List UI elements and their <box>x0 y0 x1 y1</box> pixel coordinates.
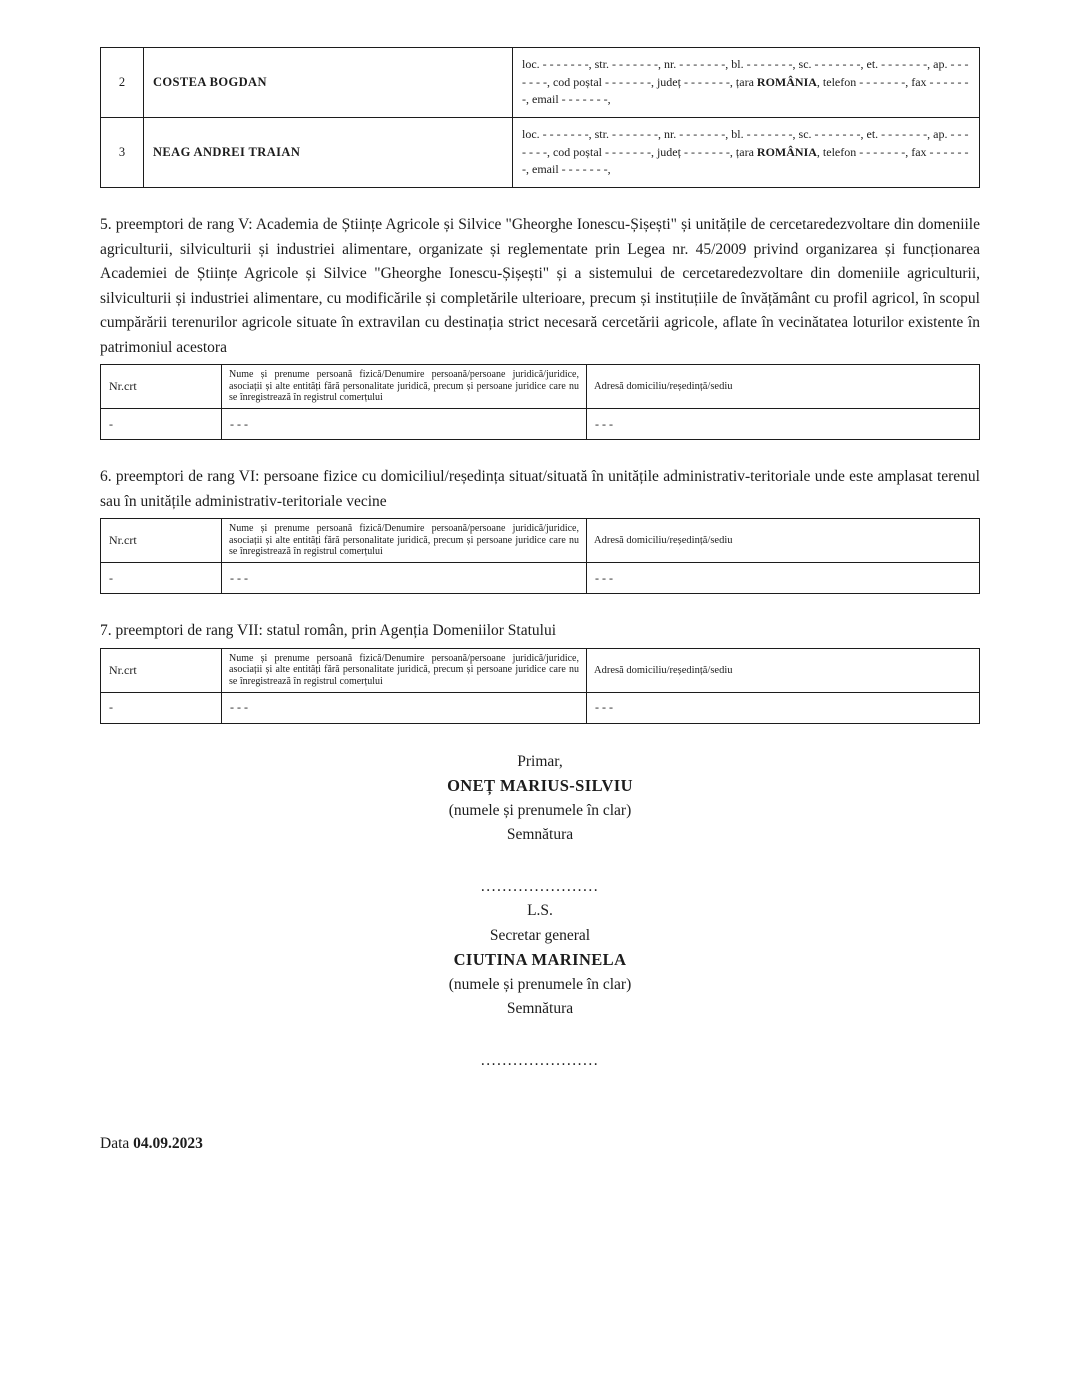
date-value: 04.09.2023 <box>133 1135 203 1152</box>
paragraph-rank-vi: 6. preemptori de rang VI: persoane fizice cu domiciliul/reședința situat/situată în unitățile administrativ-teritoriale unde este amplasat terenul sau în unitățile administrativ-teritoriale vecine <box>100 468 980 510</box>
table-row <box>101 563 980 594</box>
table-row <box>101 409 980 440</box>
cell-name: - - - <box>222 692 587 723</box>
mayor-name: ONEȚ MARIUS-SILVIU <box>447 776 633 795</box>
header-address: Adresă domiciliu/reședință/sediu <box>587 365 980 409</box>
header-name: Nume și prenume persoană fizică/Denumire persoană/persoane juridică/juridice, asociații și alte entități fără personalitate juridică, precum și persoane juridice care nu se înregistrează în registrul comerțului <box>222 365 587 409</box>
secretary-title: Secretar general <box>489 926 591 944</box>
address-country-text: ROMÂNIA <box>756 144 817 159</box>
paragraph-rank-vii: 7. preemptori de rang VII: statul român, prin Agenția Domeniilor Statului <box>100 622 557 639</box>
secretary-name-note: (numele și prenumele în clar) <box>448 975 632 993</box>
document-content <box>100 0 980 1153</box>
table-row <box>101 118 980 188</box>
row-number-cell: 3 <box>101 118 144 188</box>
preemptors-continuation-table <box>100 47 980 188</box>
date-label: Data <box>100 1135 130 1152</box>
mayor-name-note: (numele și prenumele în clar) <box>448 801 632 819</box>
date-line <box>100 1135 980 1153</box>
person-address-cell <box>513 118 980 188</box>
mayor-signature-label: Semnătura <box>506 826 574 843</box>
cell-nr: - <box>101 409 222 440</box>
ls-seal-label: L.S. <box>527 902 553 919</box>
mayor-signature-dots: ...................... <box>480 877 600 895</box>
cell-name: - - - <box>222 409 587 440</box>
cell-address: - - - <box>587 563 980 594</box>
cell-nr: - <box>101 692 222 723</box>
header-nr-crt: Nr.crt <box>101 519 222 563</box>
row-number-cell: 2 <box>101 48 144 118</box>
table-row <box>101 48 980 118</box>
address-after-text: , telefon - - - - - - -, fax - - - - - - -, email - - - - - - -, <box>522 144 969 177</box>
table-header-row <box>101 365 980 409</box>
cell-address: - - - <box>587 692 980 723</box>
table-header-row <box>101 519 980 563</box>
preemptors-rank-v-table <box>100 364 980 440</box>
address-after-text: , telefon - - - - - - -, fax - - - - - - -, email - - - - - - -, <box>522 74 969 107</box>
header-nr-crt: Nr.crt <box>101 648 222 692</box>
secretary-signature-dots: ...................... <box>480 1051 600 1069</box>
address-before-text: loc. - - - - - - -, str. - - - - - - -, nr. - - - - - - -, bl. - - - - - - -, sc. - - - - - - -, et. - - - - - - -, ap. - - - - - - -, cod poștal - - - - - - -, județ - - - - - - -, țara <box>522 127 969 159</box>
preemptors-rank-vi-table <box>100 518 980 594</box>
cell-address: - - - <box>587 409 980 440</box>
header-address: Adresă domiciliu/reședință/sediu <box>587 648 980 692</box>
paragraph-rank-v: 5. preemptori de rang V: Academia de Științe Agricole și Silvice "Gheorghe Ionescu-Șișești" și unitățile de cercetaredezvoltare din domeniile agriculturii, silviculturii și industriei alimentare, organizate și reglementate prin Legea nr. 45/2009 privind organizarea și funcționarea Academiei de Științe Agricole și Silvice "Gheorghe Ionescu-Șișești" și a sistemului de cercetaredezvoltare din domeniile agriculturii, silviculturii și industriei alimentare, cu modificările și completările ulterioare, precum și instituțiile de învățământ cu profil agricol, în scopul cumpărării terenurilor agricole situate în extravilan cu destinația strict necesară cercetării agricole, aflate în vecinătatea loturilor existente în patrimoniul acestora <box>100 216 980 356</box>
header-name: Nume și prenume persoană fizică/Denumire persoană/persoane juridică/juridice, asociații și alte entități fără personalitate juridică, precum și persoane juridice care nu se înregistrează în registrul comerțului <box>222 519 587 563</box>
cell-nr: - <box>101 563 222 594</box>
table-header-row <box>101 648 980 692</box>
secretary-name: CIUTINA MARINELA <box>453 950 627 969</box>
address-country-text: ROMÂNIA <box>756 74 817 89</box>
person-address-cell <box>513 48 980 118</box>
signature-block <box>100 750 980 1074</box>
mayor-title: Primar, <box>517 752 563 770</box>
header-name: Nume și prenume persoană fizică/Denumire persoană/persoane juridică/juridice, asociații și alte entități fără personalitate juridică, precum și persoane juridice care nu se înregistrează în registrul comerțului <box>222 648 587 692</box>
secretary-signature-label: Semnătura <box>506 1000 574 1017</box>
person-name-cell: COSTEA BOGDAN <box>144 48 513 118</box>
cell-name: - - - <box>222 563 587 594</box>
header-address: Adresă domiciliu/reședință/sediu <box>587 519 980 563</box>
preemptors-rank-vii-table <box>100 648 980 724</box>
address-before-text: loc. - - - - - - -, str. - - - - - - -, nr. - - - - - - -, bl. - - - - - - -, sc. - - - - - - -, et. - - - - - - -, ap. - - - - - - -, cod poștal - - - - - - -, județ - - - - - - -, țara <box>522 57 969 89</box>
table-row <box>101 692 980 723</box>
header-nr-crt: Nr.crt <box>101 365 222 409</box>
person-name-cell: NEAG ANDREI TRAIAN <box>144 118 513 188</box>
